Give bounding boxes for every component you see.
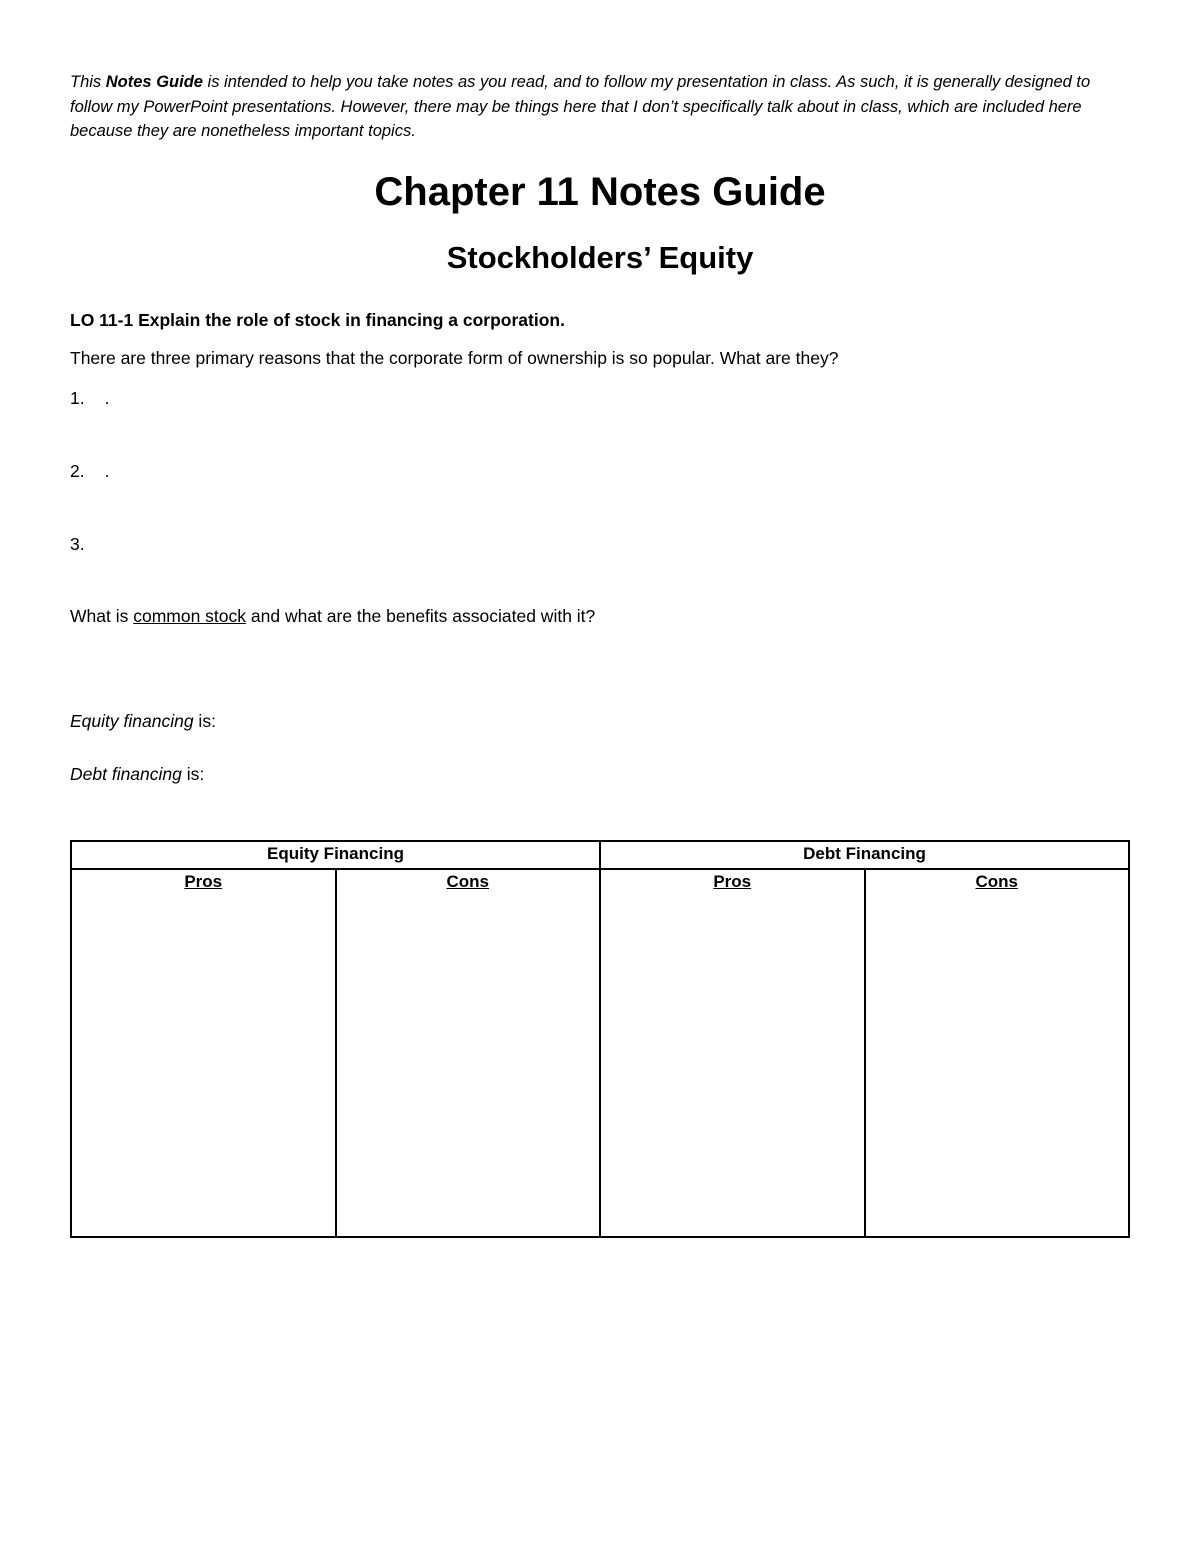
debt-term: Debt financing xyxy=(70,764,182,784)
financing-comparison-table xyxy=(70,840,1130,1238)
intro-bold: Notes Guide xyxy=(105,73,203,91)
question-corporate-form: There are three primary reasons that the corporate form of ownership is so popular. What are they? xyxy=(70,348,839,368)
table-body-row xyxy=(71,869,1129,1237)
debt-suffix: is: xyxy=(181,764,205,784)
intro-paragraph xyxy=(70,70,1130,144)
equity-cons-cell[interactable] xyxy=(336,869,601,1237)
equity-financing-definition xyxy=(70,711,216,732)
debt-financing-header: Debt Financing xyxy=(600,841,1129,869)
debt-pros-label: Pros xyxy=(713,872,752,891)
intro-suffix: is intended to help you take notes as you read, and to follow my presentation in class. As such, it is generally designed to follow my PowerPoint presentations. However, there may be things here that I don’t specifically talk about in class, which are included here because they are nonetheless important topics. xyxy=(70,73,1091,140)
intro-prefix: This xyxy=(70,73,106,91)
page-title: Chapter 11 Notes Guide xyxy=(374,170,826,214)
equity-pros-cell[interactable] xyxy=(71,869,336,1237)
list-number: 2. xyxy=(70,461,85,481)
table-header-row xyxy=(71,841,1129,869)
debt-financing-definition xyxy=(70,764,204,785)
equity-cons-label: Cons xyxy=(446,872,489,891)
list-dot: . xyxy=(104,461,110,481)
equity-term: Equity financing xyxy=(70,711,194,731)
q2-term: common stock xyxy=(133,606,247,626)
question-common-stock xyxy=(70,606,595,627)
learning-objective: LO 11-1 Explain the role of stock in financing a corporation. xyxy=(70,310,565,330)
debt-cons-label: Cons xyxy=(975,872,1018,891)
page-subtitle: Stockholders’ Equity xyxy=(446,240,754,275)
list-number: 3. xyxy=(70,534,85,554)
list-item xyxy=(70,461,109,482)
list-item xyxy=(70,534,105,555)
equity-financing-header: Equity Financing xyxy=(71,841,600,869)
list-dot: . xyxy=(104,388,110,408)
equity-suffix: is: xyxy=(193,711,216,731)
list-item xyxy=(70,388,109,409)
list-number: 1. xyxy=(70,388,85,408)
q2-suffix: and what are the benefits associated with it? xyxy=(246,606,596,626)
equity-pros-label: Pros xyxy=(184,872,223,891)
debt-cons-cell[interactable] xyxy=(865,869,1130,1237)
q2-prefix: What is xyxy=(70,606,134,626)
debt-pros-cell[interactable] xyxy=(600,869,865,1237)
